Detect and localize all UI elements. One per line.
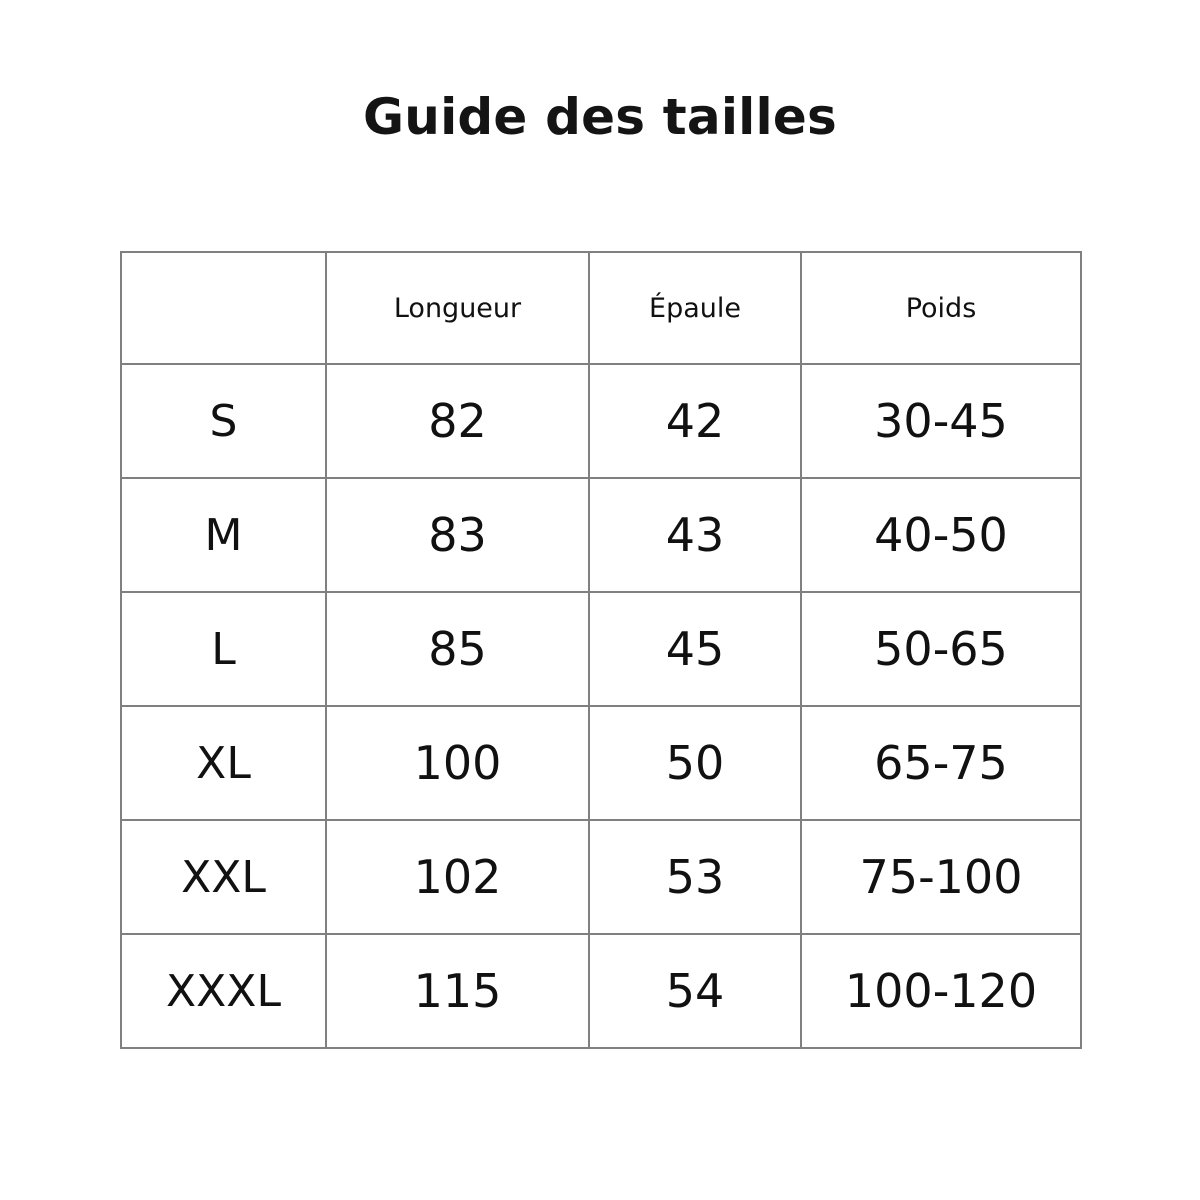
table-row (121, 592, 1081, 706)
cell-epaule: 43 (589, 478, 801, 592)
column-header-longueur: Longueur (326, 252, 589, 364)
table-row (121, 706, 1081, 820)
cell-poids: 40-50 (801, 478, 1081, 592)
cell-longueur: 115 (326, 934, 589, 1048)
cell-longueur: 100 (326, 706, 589, 820)
cell-epaule: 42 (589, 364, 801, 478)
table-row (121, 478, 1081, 592)
cell-poids: 65-75 (801, 706, 1081, 820)
cell-size: M (121, 478, 326, 592)
table-header-row (121, 252, 1081, 364)
cell-size: L (121, 592, 326, 706)
cell-poids: 75-100 (801, 820, 1081, 934)
table-row (121, 820, 1081, 934)
cell-longueur: 82 (326, 364, 589, 478)
cell-epaule: 50 (589, 706, 801, 820)
table-row (121, 934, 1081, 1048)
cell-longueur: 83 (326, 478, 589, 592)
cell-size: S (121, 364, 326, 478)
page-title: Guide des tailles (363, 88, 837, 146)
table-header (121, 252, 1081, 364)
column-header-poids: Poids (801, 252, 1081, 364)
table-body (121, 364, 1081, 1048)
cell-epaule: 53 (589, 820, 801, 934)
cell-epaule: 45 (589, 592, 801, 706)
cell-size: XXXL (121, 934, 326, 1048)
cell-size: XXL (121, 820, 326, 934)
column-header-epaule: Épaule (589, 252, 801, 364)
cell-longueur: 102 (326, 820, 589, 934)
table-row (121, 364, 1081, 478)
cell-poids: 50-65 (801, 592, 1081, 706)
cell-poids: 100-120 (801, 934, 1081, 1048)
cell-poids: 30-45 (801, 364, 1081, 478)
size-table-container (120, 251, 1080, 1049)
column-header-size (121, 252, 326, 364)
cell-epaule: 54 (589, 934, 801, 1048)
cell-longueur: 85 (326, 592, 589, 706)
cell-size: XL (121, 706, 326, 820)
size-guide-table (120, 251, 1082, 1049)
